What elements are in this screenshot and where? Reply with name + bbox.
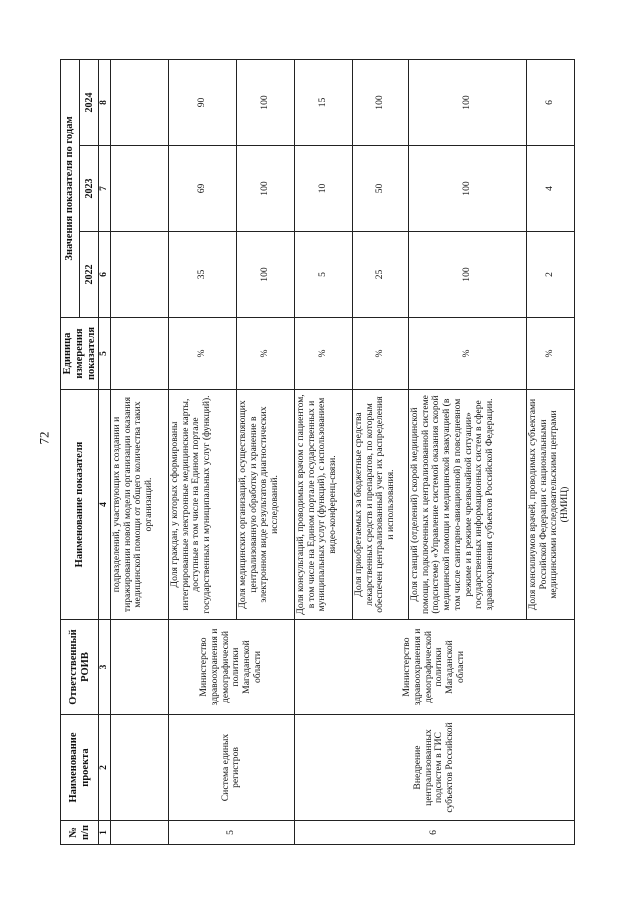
project-cell	[110, 715, 168, 821]
indicator-cell: Доля станций (отделений) скорой медицинской помощи, подключенных к централизованной системе (подсистеме) «Управление системой оказания скорой медицинской помощи и медицинской эвакуацией (в том числе санитарно-авиационной) в повседневном режиме и в режиме чрезвычайной ситуации» государственных информационных систем в сфере здравоохранения субъектов Российской Федерации.	[408, 390, 526, 620]
header-responsible: Ответственный РОИВ	[61, 620, 99, 715]
value-2022-cell: 35	[168, 232, 236, 318]
indicator-cell: Доля приобретаемых за бюджетные средства лекарственных средств и препаратов, по которым обеспечен централизованный учет их распределения и использования.	[352, 390, 408, 620]
indicator-cell: Доля консультаций, проводимых врачом с пациентом, в том числе на Едином портале государственных и муниципальных услуг (функций), с использованием видео-конференц-связи.	[294, 390, 352, 620]
column-number: 3	[99, 620, 111, 715]
row-no-cell: 6	[294, 821, 574, 845]
value-2022-cell: 100	[236, 232, 294, 318]
value-2022-cell: 5	[294, 232, 352, 318]
table-row	[294, 59, 352, 844]
column-number: 1	[99, 821, 111, 845]
page-number: 72	[36, 431, 52, 445]
unit-cell: %	[408, 318, 526, 390]
responsible-cell	[110, 620, 168, 715]
unit-cell	[110, 318, 168, 390]
column-number: 2	[99, 715, 111, 821]
value-2023-cell: 100	[408, 146, 526, 232]
project-cell: Система единых регистров	[168, 715, 294, 821]
header-project: Наименование проекта	[61, 715, 99, 821]
column-number-row	[99, 59, 111, 844]
indicators-table	[60, 59, 575, 845]
indicator-cell: подразделений, участвующих в создании и тиражировании новой модели организации оказания медицинской помощи от общего количества таких организаций.	[110, 390, 168, 620]
value-2022-cell: 2	[526, 232, 574, 318]
value-2023-cell	[110, 146, 168, 232]
value-2024-cell: 100	[236, 59, 294, 145]
header-year-2022: 2022	[80, 232, 99, 318]
value-2022-cell: 100	[408, 232, 526, 318]
row-no-cell	[110, 821, 168, 845]
column-number: 7	[99, 146, 111, 232]
header-year-2024: 2024	[80, 59, 99, 145]
value-2022-cell: 25	[352, 232, 408, 318]
indicator-cell: Доля консилиумов врачей, проводимых субъектами Российской Федерации с национальными медицинскими исследовательскими центрами (НМИЦ)	[526, 390, 574, 620]
table-row	[110, 59, 168, 844]
value-2023-cell: 10	[294, 146, 352, 232]
indicator-cell: Доля медицинских организаций, осуществляющих централизованную обработку и хранение в электронном виде результатов диагностических исследований.	[236, 390, 294, 620]
unit-cell: %	[352, 318, 408, 390]
project-cell: Внедрение централизованных подсистем в ГИС субъектов Российской	[294, 715, 574, 821]
header-indicator: Наименование показателя	[61, 390, 99, 620]
column-number: 8	[99, 59, 111, 145]
value-2023-cell: 69	[168, 146, 236, 232]
rotated-table-sheet	[60, 60, 585, 845]
column-number: 6	[99, 232, 111, 318]
value-2022-cell	[110, 232, 168, 318]
indicator-cell: Доля граждан, у которых сформированы интегрированные электронные медицинские карты, доступные в том числе на Едином портале государственных и муниципальных услуг (функций).	[168, 390, 236, 620]
value-2023-cell: 50	[352, 146, 408, 232]
row-no-cell: 5	[168, 821, 294, 845]
value-2023-cell: 100	[236, 146, 294, 232]
value-2023-cell: 4	[526, 146, 574, 232]
table-row	[168, 59, 236, 844]
responsible-cell: Министерство здравоохранения и демографической политики Магаданской области	[168, 620, 294, 715]
column-number: 4	[99, 390, 111, 620]
responsible-cell: Министерство здравоохранения и демографической политики Магаданской области	[294, 620, 574, 715]
header-no: № п/п	[61, 821, 99, 845]
value-2024-cell: 100	[408, 59, 526, 145]
header-unit: Единица измерения показателя	[61, 318, 99, 390]
unit-cell: %	[168, 318, 236, 390]
unit-cell: %	[236, 318, 294, 390]
value-2024-cell: 15	[294, 59, 352, 145]
unit-cell: %	[294, 318, 352, 390]
value-2024-cell: 6	[526, 59, 574, 145]
header-values: Значения показателя по годам	[61, 59, 80, 317]
value-2024-cell	[110, 59, 168, 145]
value-2024-cell: 100	[352, 59, 408, 145]
value-2024-cell: 90	[168, 59, 236, 145]
column-number: 5	[99, 318, 111, 390]
header-year-2023: 2023	[80, 146, 99, 232]
unit-cell: %	[526, 318, 574, 390]
